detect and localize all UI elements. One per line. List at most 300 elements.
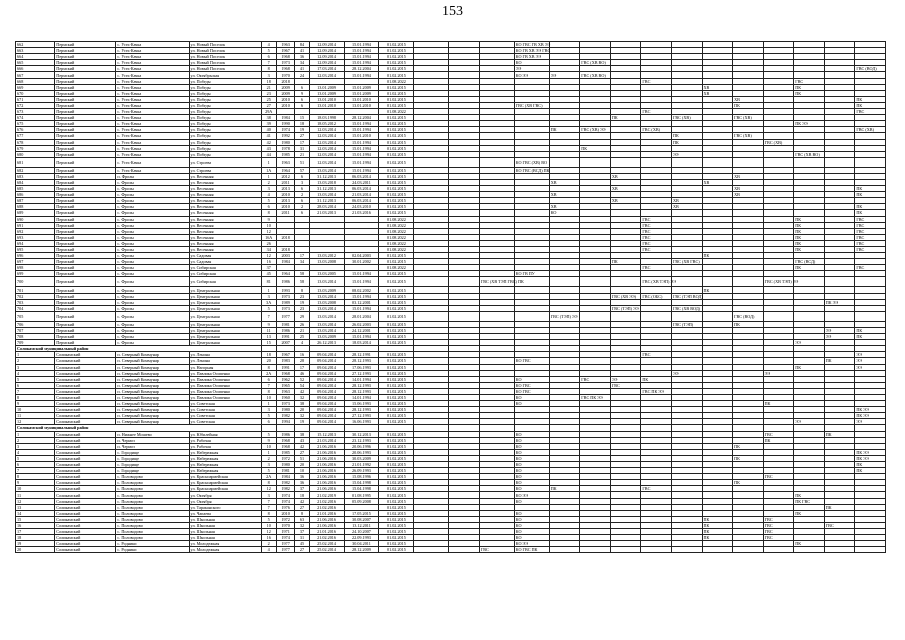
municipality: Пермский xyxy=(55,340,116,346)
work-type-cell: КО xyxy=(514,376,549,382)
work-type-cell: ПК xyxy=(855,96,886,102)
street: ул. Центральная xyxy=(189,287,261,293)
municipality: Пермский xyxy=(55,151,116,157)
work-type-cell: КО ГВС xyxy=(514,388,549,394)
house-number: 9 xyxy=(261,216,276,222)
date-1: 21.06.2016 xyxy=(309,462,344,468)
year-built: 1965 xyxy=(276,382,295,388)
row-number: 687 xyxy=(16,198,55,204)
house-number: 8 xyxy=(261,510,276,516)
work-type-cell: ПК xyxy=(702,516,733,522)
settlement: с. Фролы xyxy=(116,210,189,216)
year-built: 1994 xyxy=(276,419,295,425)
house-number: 2А xyxy=(261,474,276,480)
date-3: 01.02.2015 xyxy=(379,253,414,259)
date-3: 01.02.2015 xyxy=(379,84,414,90)
work-type-cell: ГВС xyxy=(610,382,641,388)
work-type-cell xyxy=(641,547,672,553)
date-3: 01.02.2015 xyxy=(379,271,414,277)
work-type-cell: ХВ xyxy=(549,192,580,198)
apartments: 27 xyxy=(295,449,309,455)
date-1: 12.03.2014 xyxy=(309,139,344,145)
municipality: Соликамский xyxy=(55,370,116,376)
street: ул. Победы xyxy=(189,133,261,139)
municipality: Соликамский xyxy=(55,419,116,425)
date-1: 21.06.2016 xyxy=(309,474,344,480)
date-2: 15.01.1994 xyxy=(344,151,379,157)
work-type-cell: ГВС xyxy=(641,486,672,492)
work-type-cell: ПК xyxy=(702,535,733,541)
date-2: 22.09.1993 xyxy=(344,535,379,541)
date-1: 13.03.2008 xyxy=(309,259,344,265)
work-type-cell: ПК ЭЭ xyxy=(855,455,886,461)
settlement: п. Северный Коммунар xyxy=(116,401,189,407)
apartments: 58 xyxy=(295,271,309,277)
apartments: 15 xyxy=(295,115,309,121)
date-3: 01.02.2015 xyxy=(379,498,414,504)
municipality: Пермский xyxy=(55,54,116,60)
municipality: Пермский xyxy=(55,216,116,222)
work-type-cell: ПК ЭЭ xyxy=(855,449,886,455)
apartments: 21 xyxy=(295,151,309,157)
row-number: 702 xyxy=(16,293,55,299)
work-type-cell: ПК xyxy=(794,234,825,240)
year-built: 1993 xyxy=(276,287,295,293)
apartments: 29 xyxy=(295,311,309,321)
date-3: 01.08.2022 xyxy=(379,234,414,240)
apartments: 31 xyxy=(295,535,309,541)
work-type-cell: ГВС xyxy=(641,240,672,246)
house-number: 5 xyxy=(261,413,276,419)
work-type-cell: ГВС xyxy=(855,265,886,271)
apartments: 23 xyxy=(295,305,309,311)
settlement: с. Фролы xyxy=(116,216,189,222)
row-number: 673 xyxy=(16,109,55,115)
street: ул. Набережная xyxy=(189,468,261,474)
work-type-cell xyxy=(763,311,794,321)
house-number: 37 xyxy=(261,265,276,271)
work-type-cell: КО xyxy=(514,437,549,443)
row-number: 676 xyxy=(16,127,55,133)
work-type-cell: КО xyxy=(514,522,549,528)
apartments: 6 xyxy=(295,210,309,216)
work-type-cell: ПК xyxy=(702,253,733,259)
municipality: Пермский xyxy=(55,247,116,253)
work-type-cell: КО xyxy=(514,535,549,541)
house-number: 42 xyxy=(261,139,276,145)
work-type-cell: КО xyxy=(514,431,549,437)
work-type-cell: ПК ЭЭ xyxy=(794,121,825,127)
settlement: с. Усть-Качка xyxy=(116,48,189,54)
date-2: 30.12.2013 xyxy=(344,431,379,437)
work-type-cell: ГВС xyxy=(763,431,794,437)
work-type-cell: ГВС xyxy=(641,222,672,228)
year-built: 1992 xyxy=(276,133,295,139)
municipality: Пермский xyxy=(55,72,116,78)
settlement: с. Фролы xyxy=(116,327,189,333)
work-type-cell: ХВ xyxy=(733,96,764,102)
apartments: 51 xyxy=(295,157,309,167)
row-number: 2 xyxy=(16,437,55,443)
date-2: 20.06.1993 xyxy=(344,449,379,455)
work-type-cell: КО ГВС (ВСД) ПК xyxy=(515,167,550,173)
date-1: 21.01.2016 xyxy=(309,510,344,516)
row-number: 10 xyxy=(16,407,55,413)
date-3: 01.02.2015 xyxy=(379,358,414,364)
house-number: 6 xyxy=(261,419,276,425)
street: ул. Победы xyxy=(189,115,261,121)
street: ул. Центральная xyxy=(189,334,261,340)
work-type-cell: КО xyxy=(514,443,549,449)
date-3: 01.02.2015 xyxy=(379,204,414,210)
work-type-cell: ПК xyxy=(733,321,764,327)
municipality: Пермский xyxy=(55,60,116,66)
date-2: 15.01.1994 xyxy=(344,271,379,277)
date-1: 21.02.2016 xyxy=(309,498,344,504)
settlement: с. Половодово xyxy=(116,474,189,480)
date-2: 14.01.1994 xyxy=(344,394,379,400)
house-number: 16А xyxy=(261,234,276,240)
settlement: с. Усть-Качка xyxy=(116,84,189,90)
date-2: 15.01.1994 xyxy=(344,293,379,299)
work-type-cell: ХВ xyxy=(702,84,733,90)
work-type-cell: ХВ xyxy=(610,198,641,204)
row-number: 7 xyxy=(16,388,55,394)
street: ул. Чапаева xyxy=(189,510,261,516)
house-number: 27 xyxy=(261,102,276,108)
work-type-cell: ГВС (ХВ) xyxy=(733,133,764,139)
date-2: 06.03.2014 xyxy=(344,173,379,179)
apartments: 26 xyxy=(295,321,309,327)
work-type-cell: КО ГВС xyxy=(514,382,549,388)
year-built: 1977 xyxy=(276,547,295,553)
date-3: 01.02.2015 xyxy=(379,541,414,547)
year-built: 2018 xyxy=(276,234,295,240)
settlement: с. Усть-Качка xyxy=(116,78,189,84)
year-built: 2010 xyxy=(276,204,295,210)
row-number: 4 xyxy=(16,449,55,455)
house-number: 4 xyxy=(261,547,276,553)
row-number: 671 xyxy=(16,96,55,102)
work-type-cell: ГВС ПК ЭЭ xyxy=(641,388,672,394)
date-3: 01.02.2015 xyxy=(379,340,414,346)
municipality: Пермский xyxy=(55,228,116,234)
municipality: Пермский xyxy=(55,271,116,277)
year-built: 1973 xyxy=(276,401,295,407)
municipality: Соликамский xyxy=(55,529,116,535)
work-type-cell: ПК xyxy=(702,287,733,293)
year-built: 1980 xyxy=(276,407,295,413)
year-built: 1986 xyxy=(276,277,295,287)
street: ул. Павлика Осипенко xyxy=(189,370,261,376)
street: ул. Центральная xyxy=(189,340,261,346)
work-type-cell: ХВ xyxy=(733,173,764,179)
date-1: 21.01.2016 xyxy=(309,529,344,535)
date-3: 01.02.2015 xyxy=(379,90,414,96)
street: ул. Ленина xyxy=(189,358,261,364)
work-type-cell: ГВС (ХВ) xyxy=(641,127,672,133)
date-2: 05.09.2008 xyxy=(344,498,379,504)
date-3: 01.02.2015 xyxy=(379,431,414,437)
house-number: 5 xyxy=(261,468,276,474)
work-type-cell: КО xyxy=(514,468,549,474)
street: ул. Весенняя xyxy=(189,240,261,246)
settlement: с. Фролы xyxy=(116,179,189,185)
apartments: 17 xyxy=(295,364,309,370)
settlement: с. Усть-Качка xyxy=(116,133,189,139)
date-2: 30.03.2009 xyxy=(344,455,379,461)
work-type-cell: ПК xyxy=(855,204,886,210)
house-number: 7 xyxy=(261,311,276,321)
date-3: 01.02.2015 xyxy=(379,60,414,66)
year-built: 1971 xyxy=(276,529,295,535)
work-type-cell: ГВС xyxy=(641,216,672,222)
house-number: 7 xyxy=(261,498,276,504)
date-3: 01.02.2015 xyxy=(379,370,414,376)
work-type-cell xyxy=(580,157,611,167)
work-type-cell: ХВ xyxy=(733,186,764,192)
apartments: 36 xyxy=(295,480,309,486)
municipality: Соликамский xyxy=(55,547,116,553)
date-3: 01.02.2015 xyxy=(379,413,414,419)
work-type-cell: ПК xyxy=(855,192,886,198)
date-2: 28.12.2004 xyxy=(344,66,379,72)
row-number: 688 xyxy=(16,204,55,210)
house-number: 29А xyxy=(261,109,276,115)
work-type-cell: ГВС (ХВ ТЭП) ЭЭ xyxy=(763,277,794,287)
work-type-cell: ПК ЭЭ xyxy=(855,413,886,419)
work-type-cell: ПК xyxy=(671,133,702,139)
work-type-cell: ГВС (ХВ ВО) xyxy=(794,151,825,157)
apartments: 17 xyxy=(295,139,309,145)
settlement: с. Фролы xyxy=(116,240,189,246)
year-built: 1963 xyxy=(276,157,295,167)
work-type-cell: ЭЭ xyxy=(855,364,886,370)
empty-cell xyxy=(414,157,449,167)
house-number: 16 xyxy=(261,259,276,265)
street: ул. Центральная xyxy=(189,305,261,311)
street: ул. Победы xyxy=(189,121,261,127)
work-type-cell: КО ГВС (ХВ) ВО xyxy=(514,157,549,167)
apartments: 51 xyxy=(295,455,309,461)
work-type-cell: КО ГВ ПУ xyxy=(514,271,549,277)
date-2: 28.12.1993 xyxy=(344,358,379,364)
street: ул. Новый Поселок xyxy=(189,42,261,48)
street: ул. Центральная xyxy=(189,311,261,321)
street: ул. Сибирская xyxy=(189,265,261,271)
settlement: с. Фролы xyxy=(116,305,189,311)
date-2: 30.04.2011 xyxy=(344,541,379,547)
work-type-cell: ПК xyxy=(733,455,764,461)
row-number: 5 xyxy=(16,455,55,461)
date-3: 01.02.2015 xyxy=(379,327,414,333)
work-type-cell: ГВС (ХВ) xyxy=(671,115,702,121)
work-type-cell: ПК xyxy=(794,84,825,90)
house-number: 38 xyxy=(261,115,276,121)
year-built: 1986 xyxy=(276,327,295,333)
date-3: 01.02.2015 xyxy=(379,198,414,204)
apartments: 21 xyxy=(295,327,309,333)
street: ул. Тараканского xyxy=(189,504,261,510)
apartments: 19 xyxy=(295,419,309,425)
row-number: 679 xyxy=(16,145,55,151)
date-1: 12.03.2014 xyxy=(309,151,344,157)
work-type-cell xyxy=(702,157,733,167)
municipality: Соликамский xyxy=(55,376,116,382)
date-2: 15.01.1994 xyxy=(344,334,379,340)
work-type-cell: ЭЭ xyxy=(855,419,886,425)
row-number: 682 xyxy=(16,167,55,173)
date-3: 01.02.2015 xyxy=(379,151,414,157)
work-type-cell: ГВС xyxy=(763,516,794,522)
year-built: 1974 xyxy=(276,535,295,541)
house-number: 1 xyxy=(261,173,276,179)
date-1: 12.03.2014 xyxy=(309,145,344,151)
municipality: Соликамский xyxy=(55,388,116,394)
date-1: 09.04.2014 xyxy=(309,388,344,394)
municipality: Пермский xyxy=(55,234,116,240)
municipality: Соликамский xyxy=(55,352,116,358)
date-1: 09.04.2014 xyxy=(309,352,344,358)
year-built: 1963 xyxy=(276,42,295,48)
municipality: Соликамский xyxy=(55,510,116,516)
apartments: 32 xyxy=(295,522,309,528)
date-2: 15.01.1994 xyxy=(344,121,379,127)
row-number: 709 xyxy=(16,340,55,346)
date-1: 09.04.2014 xyxy=(309,382,344,388)
work-type-cell xyxy=(824,277,855,287)
row-number: 699 xyxy=(16,271,55,277)
date-1: 28.03.2014 xyxy=(309,204,344,210)
date-3: 01.02.2015 xyxy=(379,179,414,185)
work-type-cell: ПК xyxy=(794,90,825,96)
work-type-cell: КО ЭЭ xyxy=(514,541,549,547)
settlement: с. Половодово xyxy=(116,529,189,535)
date-2: 20.06.1996 xyxy=(344,443,379,449)
settlement: с. Фролы xyxy=(116,265,189,271)
work-type-cell xyxy=(855,277,886,287)
date-2: 06.03.2014 xyxy=(344,186,379,192)
row-number: 3 xyxy=(16,443,55,449)
street: ул. Рабочая xyxy=(189,443,261,449)
row-number: 705 xyxy=(16,311,55,321)
settlement: с. Усть-Качка xyxy=(116,102,189,108)
work-type-cell xyxy=(763,547,794,553)
date-1: 26.12.2013 xyxy=(309,340,344,346)
date-2: 02.04.2003 xyxy=(344,253,379,259)
work-type-cell: ПК ЭЭ xyxy=(855,407,886,413)
row-number: 12 xyxy=(16,419,55,425)
year-built: 1982 xyxy=(276,480,295,486)
municipality: Соликамский xyxy=(55,468,116,474)
municipality: Соликамский xyxy=(55,498,116,504)
work-type-cell: ГВС xyxy=(855,228,886,234)
settlement: п. Северный Коммунар xyxy=(116,352,189,358)
date-2: 13.01.2010 xyxy=(344,102,379,108)
date-1: 13.03.2018 xyxy=(309,179,344,185)
row-number: 698 xyxy=(16,265,55,271)
street: ул. Победы xyxy=(189,151,261,157)
settlement: п. Северный Коммунар xyxy=(116,388,189,394)
apartments: 9 xyxy=(295,90,309,96)
street: ул. Строева xyxy=(189,167,261,173)
house-number: 2 xyxy=(261,179,276,185)
date-2: 21.03.2016 xyxy=(344,210,379,216)
work-type-cell: ПК xyxy=(855,327,886,333)
work-type-cell xyxy=(549,547,580,553)
row-number: 703 xyxy=(16,299,55,305)
date-3: 01.02.2015 xyxy=(379,42,414,48)
work-type-cell: ГВС xyxy=(855,216,886,222)
work-type-cell: ПК xyxy=(824,504,855,510)
settlement: с. Фролы xyxy=(116,277,189,287)
work-type-cell: ГВС xyxy=(855,234,886,240)
street: ул. Весенняя xyxy=(189,210,261,216)
municipality: Пермский xyxy=(55,299,116,305)
date-1: 13.03.2012 xyxy=(309,253,344,259)
date-3: 01.02.2015 xyxy=(379,305,414,311)
date-3: 01.02.2015 xyxy=(379,455,414,461)
apartments: 8 xyxy=(295,510,309,516)
street: ул. Весенняя xyxy=(189,222,261,228)
year-built: 1989 xyxy=(276,299,295,305)
section-title: Соликамский муниципальный район xyxy=(16,425,262,431)
work-type-cell: КО xyxy=(514,510,549,516)
year-built: 1968 xyxy=(276,66,295,72)
date-1: 21.02.2016 xyxy=(309,535,344,541)
year-built: 1968 xyxy=(276,443,295,449)
work-type-cell xyxy=(733,277,764,287)
apartments: 34 xyxy=(295,259,309,265)
work-type-cell xyxy=(671,547,702,553)
year-built: 1968 xyxy=(276,54,295,60)
house-number: 8 xyxy=(261,388,276,394)
date-3: 01.08.2022 xyxy=(379,222,414,228)
year-built: 1974 xyxy=(276,127,295,133)
date-1: 09.04.2014 xyxy=(309,394,344,400)
date-2: 16.06.1993 xyxy=(344,419,379,425)
settlement: с. Фролы xyxy=(116,234,189,240)
work-type-cell: ПК xyxy=(855,210,886,216)
row-number: 16 xyxy=(16,522,55,528)
municipality: Соликамский xyxy=(55,480,116,486)
street: ул. Павлика Осипенко xyxy=(189,388,261,394)
row-number: 681 xyxy=(16,157,55,167)
work-type-cell xyxy=(479,157,514,167)
municipality: Соликамский xyxy=(55,455,116,461)
date-3: 01.02.2015 xyxy=(379,382,414,388)
house-number: 8 xyxy=(261,210,276,216)
work-type-cell xyxy=(702,277,733,287)
row-number: 693 xyxy=(16,234,55,240)
work-type-cell: ГВС xyxy=(641,352,672,358)
date-3: 01.02.2015 xyxy=(379,127,414,133)
row-number: 19 xyxy=(16,541,55,547)
work-type-cell: ЭЭ xyxy=(514,66,549,72)
work-type-cell: ЭЭ xyxy=(794,340,825,346)
apartments: 28 xyxy=(295,358,309,364)
year-built: 1963 xyxy=(276,388,295,394)
date-3: 01.02.2015 xyxy=(379,186,414,192)
date-3: 01.08.2022 xyxy=(379,216,414,222)
year-built: 1982 xyxy=(276,413,295,419)
apartments: 42 xyxy=(295,388,309,394)
municipality: Пермский xyxy=(55,139,116,145)
work-type-cell xyxy=(794,277,825,287)
work-type-cell xyxy=(641,311,672,321)
settlement: п. Северный Коммунар xyxy=(116,370,189,376)
work-type-cell xyxy=(580,311,611,321)
